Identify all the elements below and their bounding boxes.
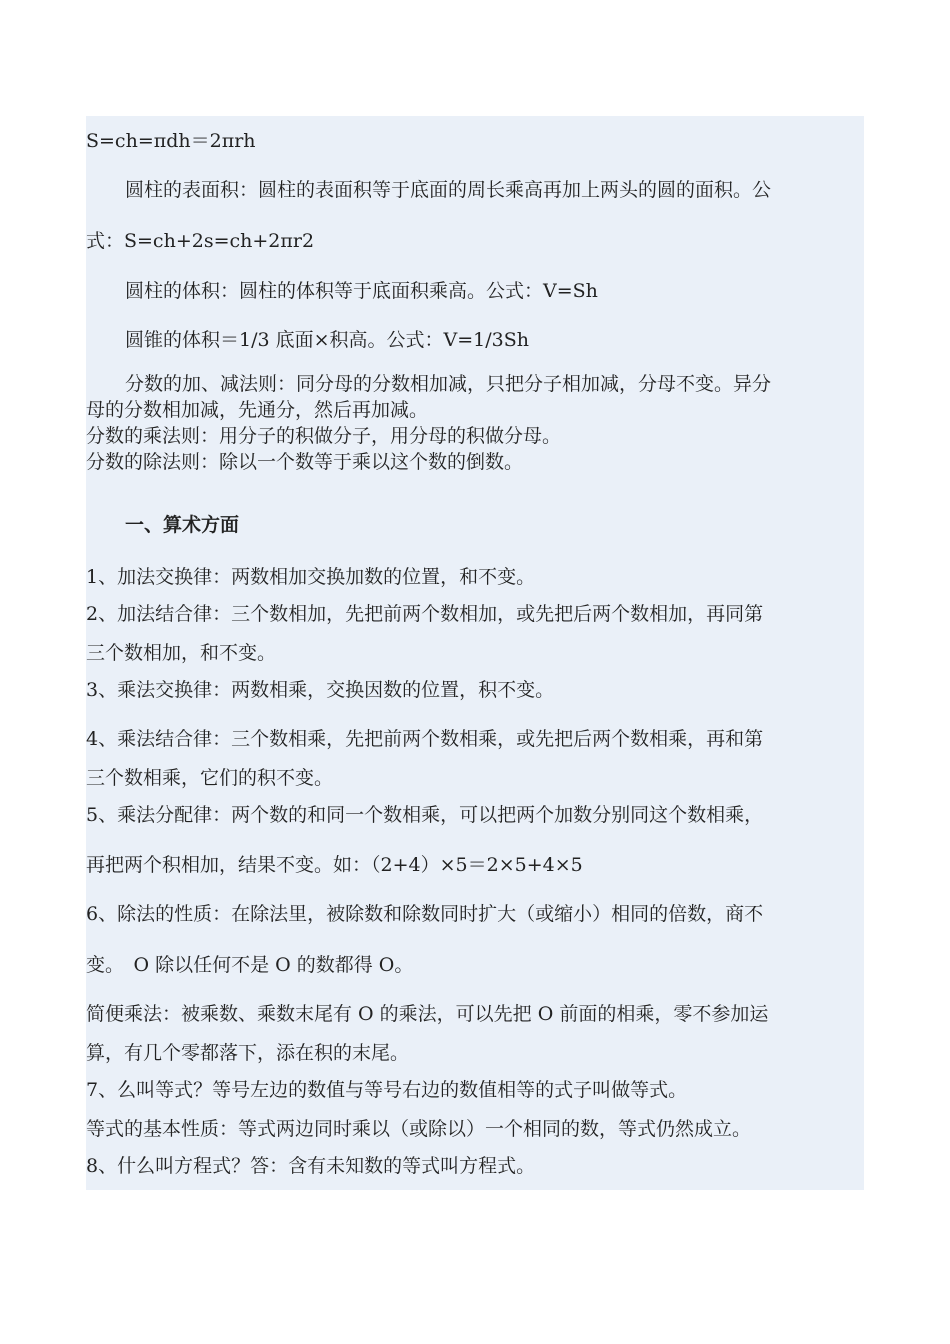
text-line: 再把两个积相加，结果不变。如：（2+4）×5＝2×5+4×5: [86, 854, 583, 876]
text-line: 圆柱的表面积：圆柱的表面积等于底面的周长乘高再加上两头的圆的面积。公: [125, 179, 772, 201]
text-line: 三个数相加，和不变。: [86, 642, 277, 664]
text-line: 式：S=ch+2s=ch+2πr2: [86, 230, 315, 252]
text-line: 6、除法的性质：在除法里，被除数和除数同时扩大（或缩小）相同的倍数，商不: [86, 903, 764, 925]
text-line: 母的分数相加减，先通分，然后再加减。: [86, 399, 429, 421]
text-line: 算，有几个零都落下，添在积的末尾。: [86, 1042, 410, 1064]
text-line: 圆柱的体积：圆柱的体积等于底面积乘高。公式：V=Sh: [125, 280, 598, 302]
text-line: 分数的乘法则：用分子的积做分子，用分母的积做分母。: [86, 425, 562, 447]
text-line: 分数的加、减法则：同分母的分数相加减，只把分子相加减，分母不变。异分: [125, 373, 772, 395]
text-line: 1、加法交换律：两数相加交换加数的位置，和不变。: [86, 566, 536, 588]
text-line: 3、乘法交换律：两数相乘，交换因数的位置，积不变。: [86, 679, 555, 701]
text-line: S=ch=πdh＝2πrh: [86, 130, 256, 152]
text-line: 圆锥的体积＝1/3 底面×积高。公式：V=1/3Sh: [125, 329, 530, 351]
text-line: 分数的除法则：除以一个数等于乘以这个数的倒数。: [86, 451, 524, 473]
text-line: 三个数相乘，它们的积不变。: [86, 767, 334, 789]
text-line: 等式的基本性质：等式两边同时乘以（或除以）一个相同的数，等式仍然成立。: [86, 1118, 752, 1140]
text-line: 2、加法结合律：三个数相加，先把前两个数相加，或先把后两个数相加，再同第: [86, 603, 764, 625]
text-line: 变。 O 除以任何不是 O 的数都得 O。: [86, 954, 414, 976]
text-line: 4、乘法结合律：三个数相乘，先把前两个数相乘，或先把后两个数相乘，再和第: [86, 728, 764, 750]
text-line: 7、么叫等式？等号左边的数值与等号右边的数值相等的式子叫做等式。: [86, 1079, 688, 1101]
text-line: 5、乘法分配律：两个数的和同一个数相乘，可以把两个加数分别同这个数相乘，: [86, 804, 764, 826]
text-line: 简便乘法：被乘数、乘数末尾有 O 的乘法，可以先把 O 前面的相乘，零不参加运: [86, 1003, 769, 1025]
text-line: 8、什么叫方程式？答：含有未知数的等式叫方程式。: [86, 1155, 536, 1177]
section-heading: 一、算术方面: [125, 514, 240, 536]
